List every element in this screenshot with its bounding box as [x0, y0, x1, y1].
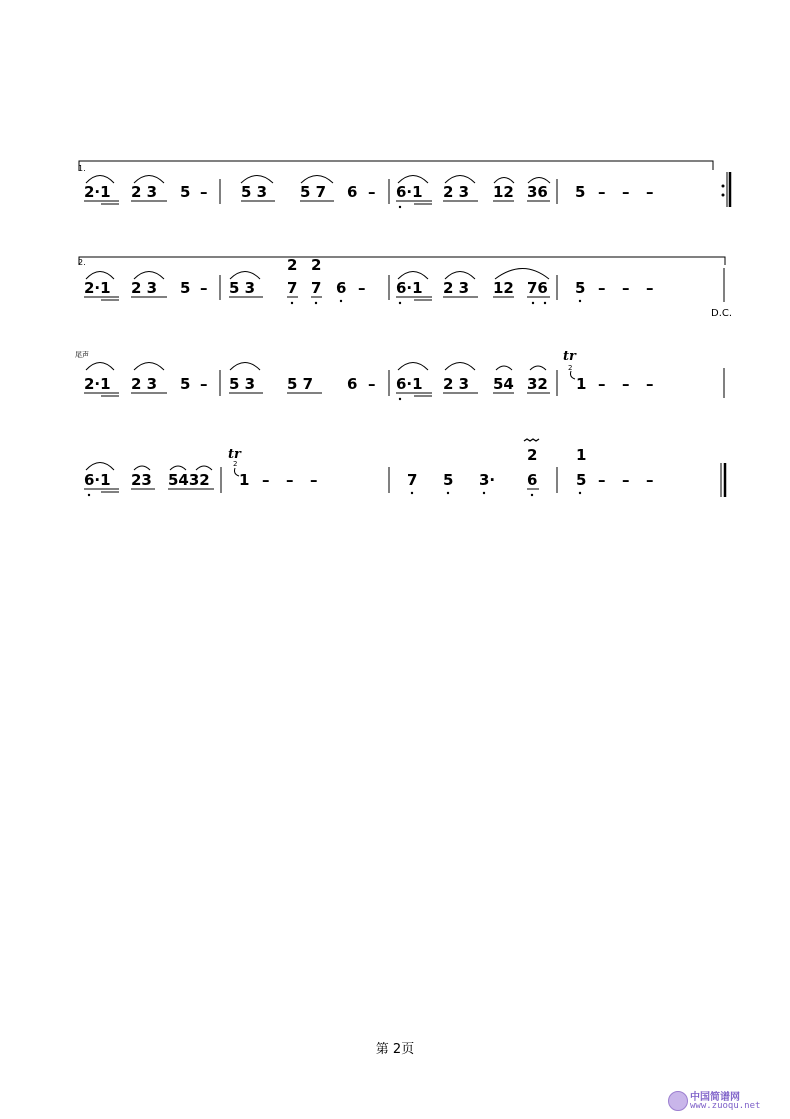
dash: –: [598, 279, 606, 297]
volta-1-label: 1.: [78, 164, 86, 173]
mordent-mark: [524, 439, 539, 441]
note: 3·: [479, 471, 496, 489]
note: 5: [575, 183, 586, 201]
slur: [496, 366, 512, 370]
note-group: 6·1: [84, 471, 111, 489]
dash: –: [622, 375, 630, 393]
note-group: 12: [493, 183, 514, 201]
note-group: 54: [493, 375, 514, 393]
note: 5: [180, 375, 191, 393]
slur: [134, 272, 164, 280]
note-group: 5 3: [241, 183, 268, 201]
system-2: [78, 256, 732, 319]
volta-1-bracket: [79, 161, 713, 171]
note: 5: [180, 279, 191, 297]
volta-2-bracket: [79, 257, 725, 265]
note-group: 6·1: [396, 279, 423, 297]
dash: –: [368, 183, 376, 201]
note-group: 2 3: [443, 183, 470, 201]
dash: –: [622, 183, 630, 201]
note-group: 5 3: [229, 279, 256, 297]
slur: [445, 176, 475, 184]
note-group: 2·1: [84, 183, 111, 201]
system-3: [75, 349, 724, 400]
dash: –: [646, 375, 654, 393]
note: 7: [407, 471, 418, 489]
watermark-url: www.zuoqu.net: [690, 1101, 761, 1111]
note-group: 32: [527, 375, 548, 393]
watermark-logo-icon: [668, 1091, 688, 1111]
dash: –: [200, 279, 208, 297]
dc-marking: D.C.: [711, 308, 733, 319]
note: 5: [575, 279, 586, 297]
note: 6: [527, 471, 538, 489]
dash: –: [622, 471, 630, 489]
dash: –: [200, 375, 208, 393]
slur: [530, 366, 546, 370]
dash: –: [286, 471, 294, 489]
slur: [445, 363, 475, 371]
note: 1: [239, 471, 250, 489]
note-group: 2 3: [131, 279, 158, 297]
dash: –: [598, 471, 606, 489]
note: 6: [336, 279, 347, 297]
dash: –: [358, 279, 366, 297]
note: 6: [347, 183, 358, 201]
slur: [398, 176, 428, 184]
slur: [230, 363, 260, 371]
note-group: 23: [131, 471, 152, 489]
note-group: 2·1: [84, 279, 111, 297]
chord-upper-note: 2: [287, 256, 298, 274]
slur: [134, 176, 164, 184]
slur: [134, 363, 164, 371]
note-group: 76: [527, 279, 548, 297]
watermark: [666, 1088, 790, 1114]
slur: [196, 466, 212, 470]
trill-mark: tr: [563, 349, 576, 364]
slur: [86, 463, 114, 471]
note-group: 12: [493, 279, 514, 297]
slur: [134, 466, 150, 470]
dash: –: [368, 375, 376, 393]
note-group: 2·1: [84, 375, 111, 393]
dash: –: [262, 471, 270, 489]
note-group: 5432: [168, 471, 210, 489]
slur: [230, 272, 260, 280]
note-group: 2 3: [131, 375, 158, 393]
grace-note: 2: [233, 460, 238, 468]
slur: [241, 176, 273, 184]
system-4: [84, 439, 725, 497]
note-group: 6·1: [396, 183, 423, 201]
slur: [86, 176, 114, 184]
grace-tie: [571, 371, 576, 379]
slur: [86, 363, 114, 371]
note: 5: [576, 471, 587, 489]
note-group: 2 3: [131, 183, 158, 201]
note: 7: [287, 279, 298, 297]
note-group: 5 7: [300, 183, 327, 201]
note-group: 5 7: [287, 375, 314, 393]
slur: [398, 363, 428, 371]
note: 7: [311, 279, 322, 297]
slur: [301, 176, 333, 184]
note-group: 36: [527, 183, 548, 201]
note: 5: [180, 183, 191, 201]
chord-upper-note: 1: [576, 446, 587, 464]
note: 1: [576, 375, 587, 393]
dash: –: [200, 183, 208, 201]
note: 6: [347, 375, 358, 393]
dash: –: [646, 471, 654, 489]
note-group: 5 3: [229, 375, 256, 393]
trill-mark: tr: [228, 447, 241, 462]
note: 5: [443, 471, 454, 489]
grace-note: 2: [568, 364, 573, 372]
note-group: 2 3: [443, 279, 470, 297]
slur: [398, 272, 428, 280]
slur: [86, 272, 114, 280]
dash: –: [646, 183, 654, 201]
note-group: 6·1: [396, 375, 423, 393]
slur: [170, 466, 186, 470]
chord-upper-note: 2: [527, 446, 538, 464]
slur: [495, 269, 549, 280]
chord-upper-note: 2: [311, 256, 322, 274]
watermark-site: 中国简谱网: [690, 1092, 740, 1103]
page-number: 第 2页: [375, 1042, 415, 1057]
dash: –: [310, 471, 318, 489]
dash: –: [598, 183, 606, 201]
dash: –: [598, 375, 606, 393]
dash: –: [646, 279, 654, 297]
note-group: 2 3: [443, 375, 470, 393]
slur: [445, 272, 475, 280]
coda-label: 尾声: [75, 351, 89, 359]
volta-2-label: 2.: [78, 258, 86, 267]
dash: –: [622, 279, 630, 297]
system-1: [78, 161, 730, 208]
